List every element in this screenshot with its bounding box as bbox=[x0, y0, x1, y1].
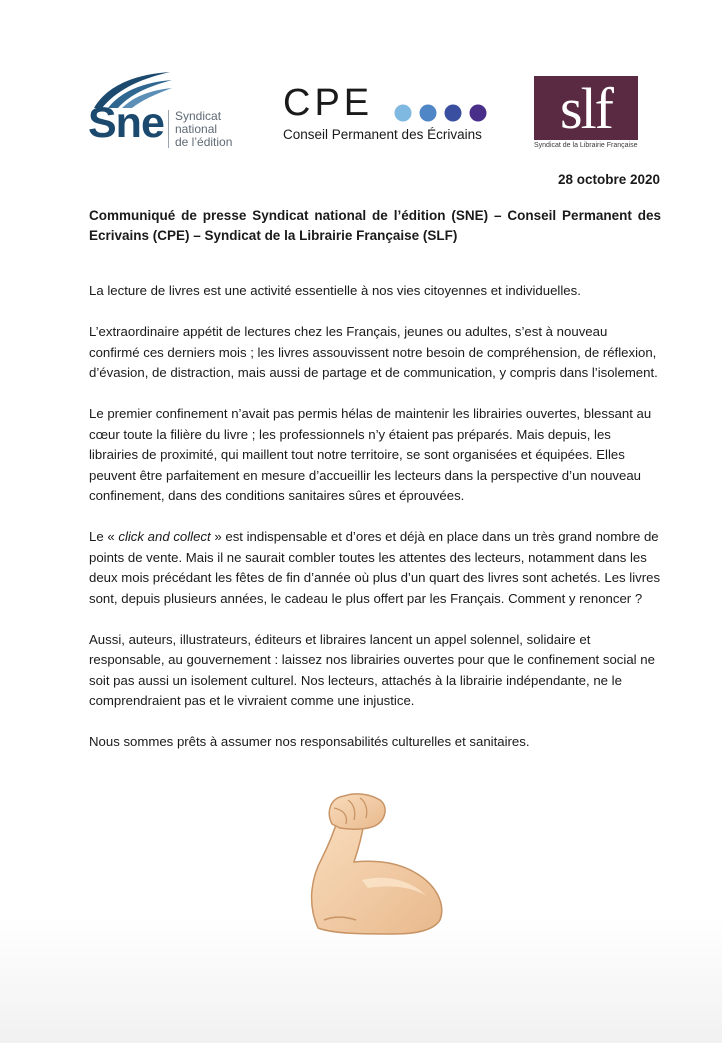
slf-wordmark: slf bbox=[560, 76, 612, 141]
cpe-dots-icon bbox=[393, 102, 489, 124]
sne-subtitle-line: de l’édition bbox=[175, 135, 233, 149]
slf-logo bbox=[534, 76, 638, 150]
paragraph bbox=[89, 527, 661, 609]
paragraph-segment: Le « bbox=[89, 529, 119, 544]
sne-divider bbox=[168, 110, 169, 148]
sne-subtitle bbox=[175, 110, 232, 149]
sne-logo bbox=[88, 70, 248, 156]
sne-subtitle-line: national bbox=[175, 122, 218, 136]
slf-subtitle: Syndicat de la Librairie Française bbox=[534, 142, 638, 149]
document-title: Communiqué de presse Syndicat national de l’édition (SNE) – Conseil Permanent des Ecrivains (CPE) – Syndicat de la Librairie Française (SLF) bbox=[89, 208, 661, 243]
sne-subtitle-line: Syndicat bbox=[175, 109, 222, 123]
paragraph: Le premier confinement n’avait pas permis hélas de maintenir les librairies ouvertes, blessant au cœur toute la filière du livre ; les professionnels n’y étaient pas préparés. Mais depuis, les librairies de proximité, qui maillent tout notre territoire, se sont organisées et équipées. Elles peuvent être parfaitement en mesure d’accueillir les lecteurs dans la perspective d’un nouveau confinement, dans des conditions sanitaires sûres et éprouvées. bbox=[89, 406, 652, 503]
sne-wordmark: Sne bbox=[88, 99, 164, 147]
paragraph: Aussi, auteurs, illustrateurs, éditeurs et libraires lancent un appel solennel, solidaire et responsable, au gouvernement : laissez nos librairies ouvertes pour que le confinement social ne soit pas aussi un isolement culturel. Nos lecteurs, attachés à la librairie indépendante, ne le comprendraient pas et le vivraient comme une injustice. bbox=[89, 631, 655, 708]
cpe-logo bbox=[283, 84, 498, 148]
click-and-collect-term: click and collect bbox=[118, 529, 211, 544]
paragraph: Nous sommes prêts à assumer nos responsabilités culturelles et sanitaires. bbox=[89, 734, 530, 749]
paragraph: L’extraordinaire appétit de lectures chez les Français, jeunes ou adultes, s’est à nouveau confirmé ces derniers mois ; les livres assouvissent notre besoin de compréhension, de réflexion, d’évasion, de distraction, mais aussi de partage et de communication, y compris dans l’isolement. bbox=[89, 324, 658, 380]
paragraph: La lecture de livres est une activité essentielle à nos vies citoyennes et individuelles. bbox=[89, 283, 581, 298]
document-body bbox=[89, 281, 661, 773]
flexed-biceps-icon bbox=[304, 788, 452, 936]
paragraph-segment: » est indispensable et d’ores et déjà en place dans un très grand nombre de points de vente. Mais il ne saurait combler toutes les attentes des lecteurs, notamment dans les deux mois précédant les fêtes de fin d’année où plus d’un quart des livres sont achetés. Les livres sont, depuis plusieurs années, le cadeau le plus offert par les Français. Comment y renoncer ? bbox=[89, 529, 661, 606]
cpe-wordmark: CPE bbox=[283, 82, 374, 124]
cpe-subtitle: Conseil Permanent des Écrivains bbox=[283, 127, 482, 142]
document-date: 28 octobre 2020 bbox=[557, 172, 660, 187]
